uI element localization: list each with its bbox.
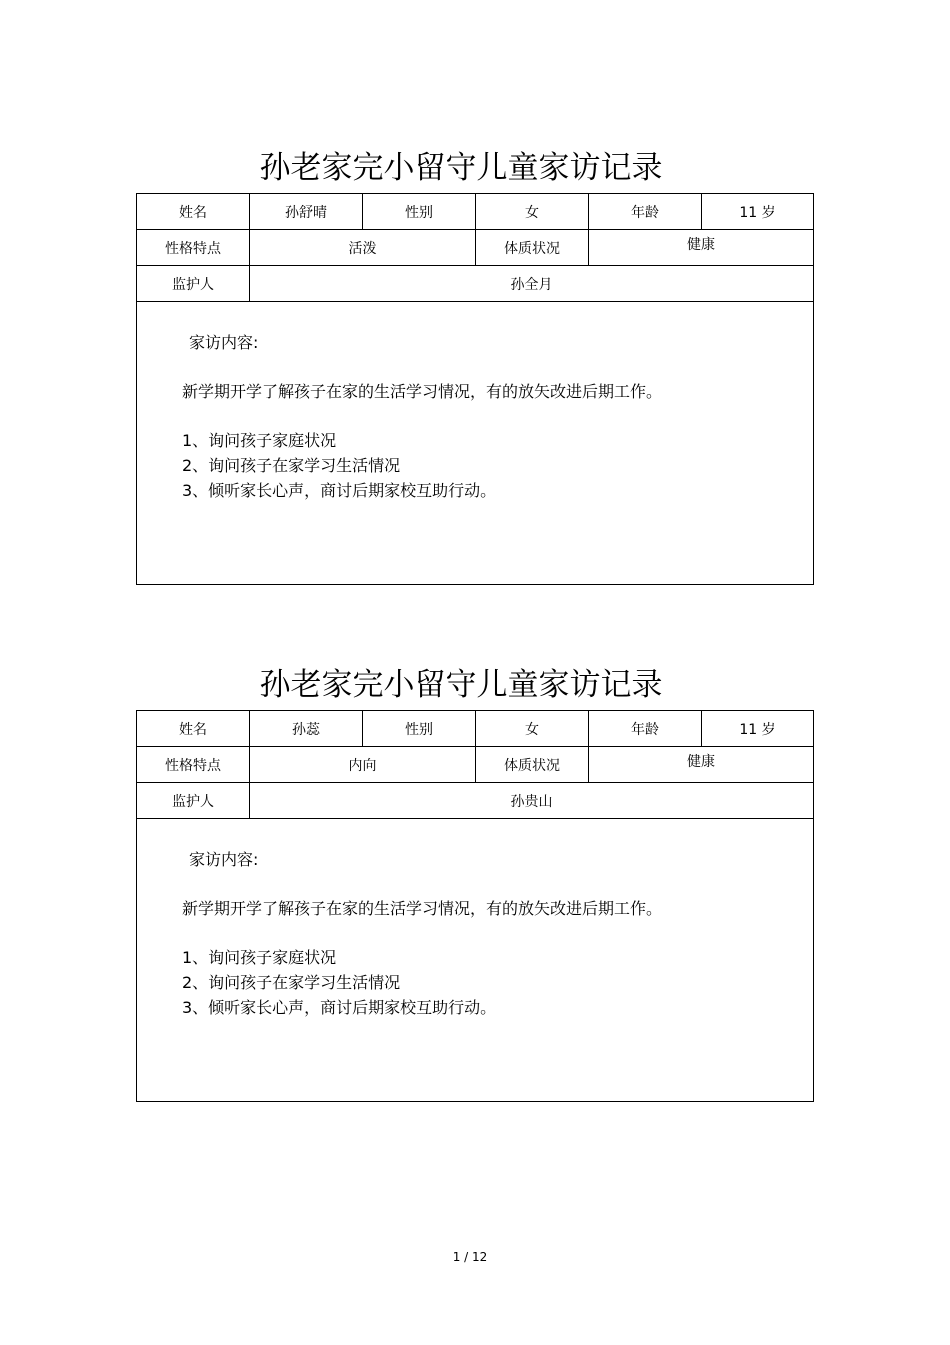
label-name: 姓名 bbox=[137, 711, 250, 746]
value-gender: 女 bbox=[476, 711, 589, 746]
value-age: 11 岁 bbox=[739, 721, 776, 738]
content-label: 家访内容: bbox=[189, 850, 259, 869]
label-health: 体质状况 bbox=[476, 747, 589, 782]
content-items bbox=[182, 428, 496, 503]
content-text: 新学期开学了解孩子在家的生活学习情况，有的放矢改进后期工作。 bbox=[182, 899, 663, 918]
table-row bbox=[137, 711, 813, 747]
content-text: 新学期开学了解孩子在家的生活学习情况，有的放矢改进后期工作。 bbox=[182, 382, 663, 401]
list-item: 3、倾听家长心声，商讨后期家校互助行动。 bbox=[182, 998, 497, 1017]
list-item: 3、倾听家长心声，商讨后期家校互助行动。 bbox=[182, 481, 497, 500]
value-gender: 女 bbox=[476, 194, 589, 229]
list-item: 2、询问孩子在家学习生活情况 bbox=[182, 456, 401, 475]
info-table bbox=[136, 193, 814, 585]
value-health: 健康 bbox=[687, 237, 715, 253]
value-guardian: 孙全月 bbox=[510, 276, 553, 293]
label-guardian: 监护人 bbox=[137, 266, 250, 301]
label-personality: 性格特点 bbox=[137, 230, 250, 265]
value-guardian: 孙贵山 bbox=[510, 793, 553, 810]
value-personality: 活泼 bbox=[250, 230, 476, 265]
table-row bbox=[137, 230, 813, 266]
content-items bbox=[182, 945, 496, 1020]
visit-content bbox=[137, 302, 813, 584]
value-personality: 内向 bbox=[250, 747, 476, 782]
table-row bbox=[137, 194, 813, 230]
table-row bbox=[137, 266, 813, 302]
info-table bbox=[136, 710, 814, 1102]
label-age: 年龄 bbox=[589, 711, 702, 746]
content-label: 家访内容: bbox=[189, 333, 259, 352]
list-item: 1、询问孩子家庭状况 bbox=[182, 948, 337, 967]
label-gender: 性别 bbox=[363, 194, 476, 229]
label-personality: 性格特点 bbox=[137, 747, 250, 782]
visit-content bbox=[137, 819, 813, 1101]
record-title: 孙老家完小留守儿童家访记录 bbox=[259, 667, 663, 703]
record-title: 孙老家完小留守儿童家访记录 bbox=[259, 150, 663, 186]
value-health: 健康 bbox=[687, 754, 715, 770]
label-name: 姓名 bbox=[137, 194, 250, 229]
list-item: 1、询问孩子家庭状况 bbox=[182, 431, 337, 450]
value-age: 11 岁 bbox=[739, 204, 776, 221]
table-row bbox=[137, 783, 813, 819]
label-age: 年龄 bbox=[589, 194, 702, 229]
label-guardian: 监护人 bbox=[137, 783, 250, 818]
value-name: 孙蕊 bbox=[250, 711, 363, 746]
page-number: 1 / 12 bbox=[452, 1250, 488, 1264]
label-health: 体质状况 bbox=[476, 230, 589, 265]
value-name: 孙舒晴 bbox=[250, 194, 363, 229]
table-row bbox=[137, 747, 813, 783]
list-item: 2、询问孩子在家学习生活情况 bbox=[182, 973, 401, 992]
label-gender: 性别 bbox=[363, 711, 476, 746]
